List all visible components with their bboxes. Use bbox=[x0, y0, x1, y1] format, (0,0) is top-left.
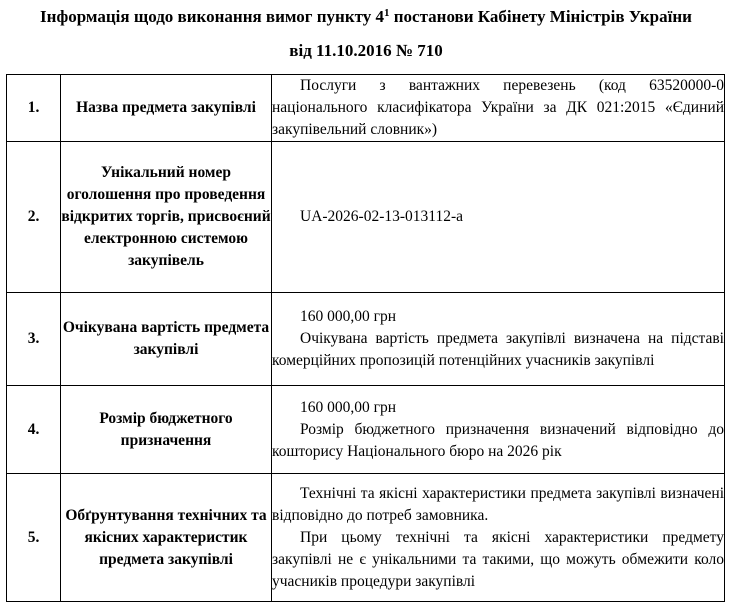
table-row bbox=[7, 142, 725, 293]
row-label: Очікувана вартість предмета закупівлі bbox=[61, 293, 272, 386]
row-number: 4. bbox=[7, 386, 61, 474]
row-number: 5. bbox=[7, 474, 61, 602]
row-content bbox=[272, 386, 725, 474]
row-label: Розмір бюджетного призначення bbox=[61, 386, 272, 474]
expected-cost-value: 160 000,00 грн bbox=[300, 308, 397, 325]
content-paragraph: Технічні та якісні характеристики предмета закупівлі визначені відповідно до потреб замовника. bbox=[272, 484, 724, 524]
table-row bbox=[7, 386, 725, 474]
row-content bbox=[272, 75, 725, 142]
procurement-id: UA-2026-02-13-013112-a bbox=[300, 208, 463, 225]
document-title: Інформація щодо виконання вимог пункту $4^1$ постанови Кабінету Міністрів України bbox=[40, 7, 692, 26]
row-label: Обґрунтування технічних та якісних характеристик предмета закупівлі bbox=[61, 474, 272, 602]
content-paragraph: Розмір бюджетного призначення визначений відповідно до кошторису Національного бюро на 2026 рік bbox=[272, 420, 724, 460]
row-number: 2. bbox=[7, 142, 61, 293]
budget-value: 160 000,00 грн bbox=[300, 398, 397, 416]
row-label: Унікальний номер оголошення про проведення відкритих торгів, присвоєний електронною системою закупівель bbox=[61, 142, 272, 293]
table-row bbox=[7, 293, 725, 386]
row-number: 3. bbox=[7, 293, 61, 386]
row-label: Назва предмета закупівлі bbox=[61, 75, 272, 142]
content-paragraph: Послуги з вантажних перевезень (код 63520000-0 національного класифікатора України за ДК 021:2015 «Єдиний закупівельний словник») bbox=[272, 77, 724, 138]
table-row bbox=[7, 474, 725, 602]
row-number: 1. bbox=[7, 75, 61, 142]
title-superscript: 1 bbox=[384, 7, 390, 19]
row-content bbox=[272, 293, 725, 386]
row-content bbox=[272, 474, 725, 602]
table-row bbox=[7, 75, 725, 142]
content-paragraph: При цьому технічні та якісні характеристики предмету закупівлі не є унікальними та такими, що можуть обмежити коло учасників процедури закупівлі bbox=[272, 528, 724, 590]
document-subtitle: від 11.10.2016 № 710 bbox=[289, 41, 443, 60]
row-content bbox=[272, 142, 725, 293]
content-paragraph: Очікувана вартість предмета закупівлі визначена на підставі комерційних пропозицій потенційних учасників закупівлі bbox=[272, 330, 724, 369]
info-table bbox=[6, 74, 725, 602]
